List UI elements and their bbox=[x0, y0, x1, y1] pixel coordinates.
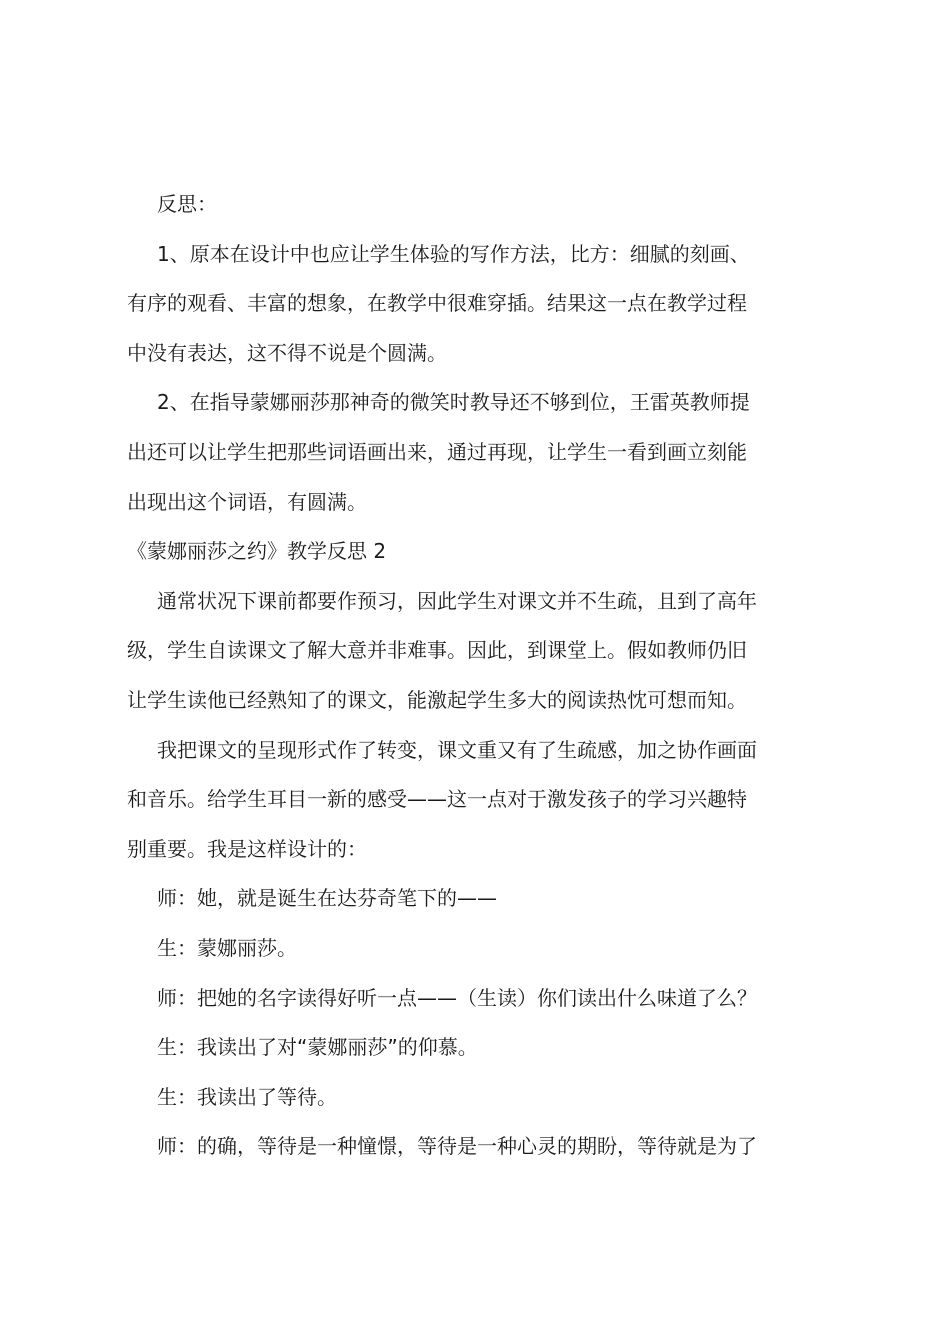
text-line: 通常状况下课前都要作预习，因此学生对课文并不生疏，且到了高年 bbox=[157, 588, 757, 613]
text-line: 和音乐。给学生耳目一新的感受——这一点对于激发孩子的学习兴趣特 bbox=[127, 787, 747, 812]
text-line-reflection-label: 反思： bbox=[157, 192, 217, 216]
dialogue-line: 师：的确，等待是一种憧憬，等待是一种心灵的期盼，等待就是为了 bbox=[157, 1134, 757, 1159]
document-body bbox=[127, 180, 833, 1172]
text-line: 我把课文的呈现形式作了转变，课文重又有了生疏感，加之协作画面 bbox=[157, 737, 757, 762]
dialogue-line: 生：我读出了等待。 bbox=[157, 1084, 337, 1109]
dialogue-line: 师：她，就是诞生在达芬奇笔下的—— bbox=[157, 886, 497, 911]
text-line: 级，学生自读课文了解大意并非难事。因此，到课堂上。假如教师仍旧 bbox=[127, 638, 747, 663]
text-line: 让学生读他已经熟知了的课文，能激起学生多大的阅读热忱可想而知。 bbox=[127, 687, 747, 712]
dialogue-line: 师：把她的名字读得好听一点——（生读）你们读出什么味道了么？ bbox=[157, 985, 757, 1010]
dialogue-line: 生：蒙娜丽莎。 bbox=[157, 935, 297, 960]
text-line: 出还可以让学生把那些词语画出来，通过再现，让学生一看到画立刻能 bbox=[127, 439, 747, 464]
text-line: 2、在指导蒙娜丽莎那神奇的微笑时教导还不够到位，王雷英教师提 bbox=[157, 390, 750, 415]
text-line: 中没有表达，这不得不说是个圆满。 bbox=[127, 340, 447, 365]
text-line: 1、原本在设计中也应让学生体验的写作方法，比方：细腻的刻画、 bbox=[157, 241, 750, 266]
section-heading: 《蒙娜丽莎之约》教学反思 2 bbox=[127, 539, 387, 564]
dialogue-line: 生：我读出了对“蒙娜丽莎”的仰慕。 bbox=[157, 1035, 478, 1060]
text-line: 别重要。我是这样设计的： bbox=[127, 836, 367, 861]
text-line: 有序的观看、丰富的想象，在教学中很难穿插。结果这一点在教学过程 bbox=[127, 291, 747, 316]
text-line: 出现出这个词语，有圆满。 bbox=[127, 489, 367, 514]
